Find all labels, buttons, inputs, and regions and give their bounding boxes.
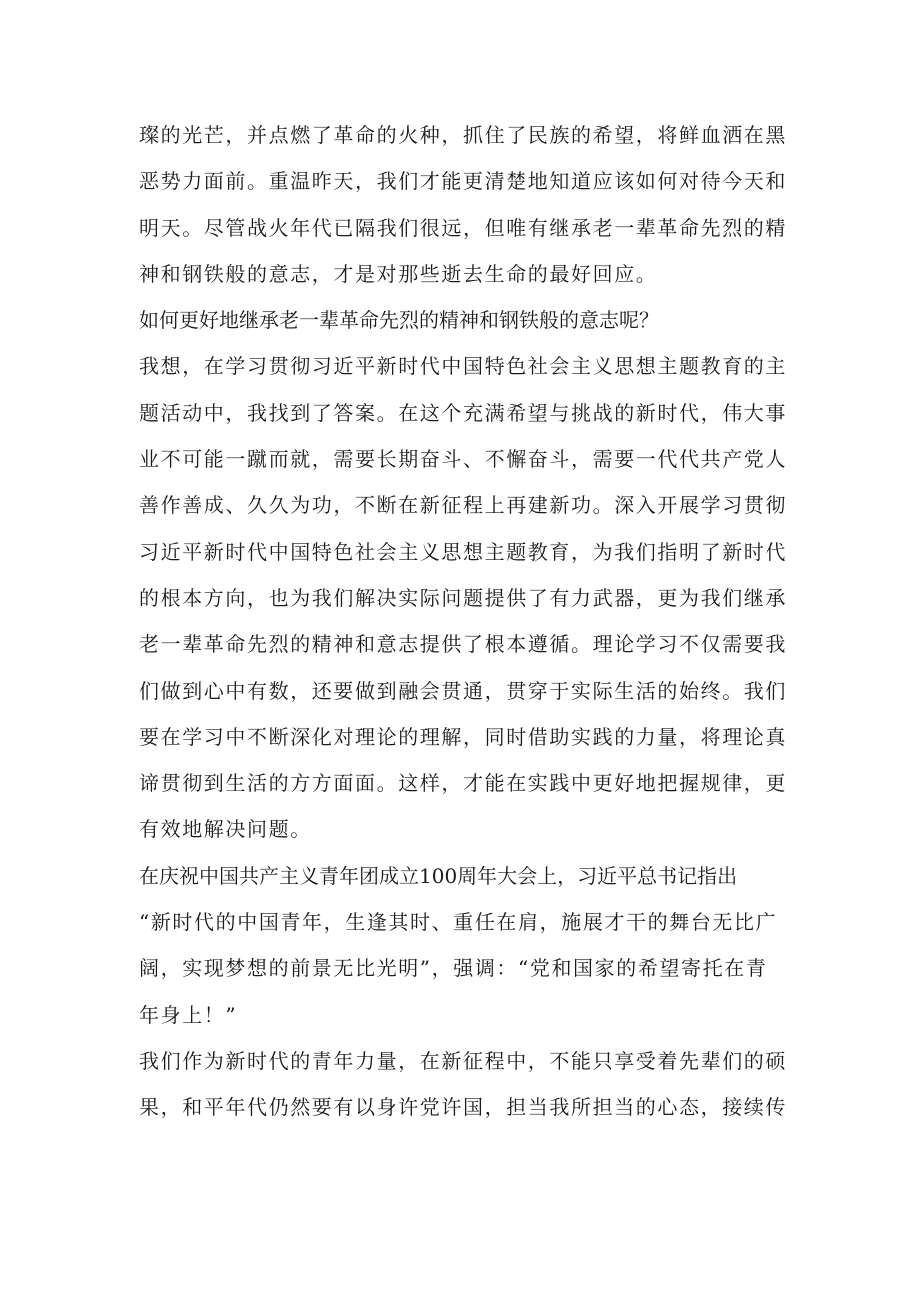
- text-line: 恶势力面前。重温昨天，我们才能更清楚地知道应该如何对待今天和: [139, 169, 787, 194]
- text-line: 明天。尽管战火年代已隔我们很远，但唯有继承老一辈革命先烈的精: [139, 215, 787, 240]
- text-line: 老一辈革命先烈的精神和意志提供了根本遵循。理论学习不仅需要我: [139, 632, 787, 657]
- text-line: 我想，在学习贯彻习近平新时代中国特色社会主义思想主题教育的主: [139, 354, 787, 379]
- text-line: 业不可能一蹴而就，需要长期奋斗、不懈奋斗，需要一代代共产党人: [139, 447, 787, 472]
- text-line: 果，和平年代仍然要有以身许党许国，担当我所担当的心态，接续传: [139, 1095, 787, 1120]
- text-line: 璨的光芒，并点燃了革命的火种，抓住了民族的希望，将鲜血洒在黑: [139, 123, 787, 147]
- text-line: 谛贯彻到生活的方方面面。这样，才能在实践中更好地把握规律，更: [139, 771, 787, 796]
- text-line: 有效地解决问题。: [139, 817, 312, 842]
- text-line: 要在学习中不断深化对理论的理解，同时借助实践的力量，将理论真: [139, 724, 787, 749]
- text-line: 在庆祝中国共产主义青年团成立100周年大会上，习近平总书记指出: [139, 863, 738, 888]
- text-line: 习近平新时代中国特色社会主义思想主题教育，为我们指明了新时代: [139, 539, 787, 564]
- text-line: 神和钢铁般的意志，才是对那些逝去生命的最好回应。: [139, 261, 658, 286]
- text-line: 年身上！”: [139, 1002, 238, 1027]
- text-line: 题活动中，我找到了答案。在这个充满希望与挑战的新时代，伟大事: [139, 400, 787, 425]
- document-body: [139, 112, 789, 1131]
- text-line: 善作善成、久久为功，不断在新征程上再建新功。深入开展学习贯彻: [139, 493, 787, 518]
- text-line: 我们作为新时代的青年力量，在新征程中，不能只享受着先辈们的硕: [139, 1048, 787, 1073]
- text-line: 的根本方向，也为我们解决实际问题提供了有力武器，更为我们继承: [139, 585, 787, 610]
- text-line: 如何更好地继承老一辈革命先烈的精神和钢铁般的意志呢？: [139, 308, 659, 333]
- text-line: 阔，实现梦想的前景无比光明”，强调：“党和国家的希望寄托在青: [139, 956, 768, 981]
- text-line: “新时代的中国青年，生逢其时、重任在肩，施展才干的舞台无比广: [139, 910, 778, 935]
- text-line: 们做到心中有数，还要做到融会贯通，贯穿于实际生活的始终。我们: [139, 678, 787, 703]
